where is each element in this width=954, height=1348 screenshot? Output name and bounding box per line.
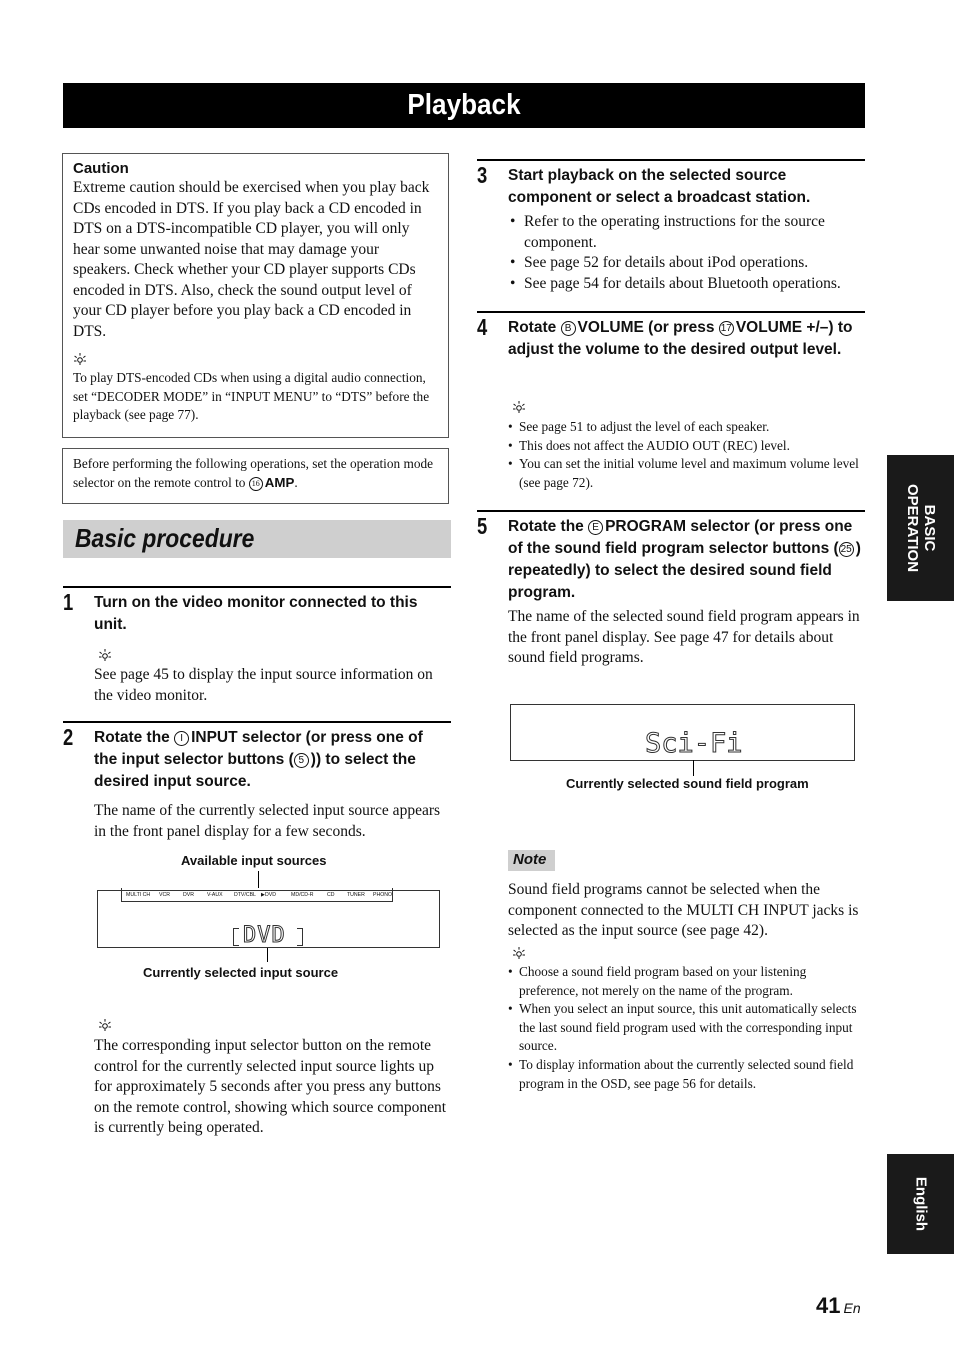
note-label: Note bbox=[513, 851, 547, 868]
step-number: 2 bbox=[63, 724, 74, 750]
step-3-heading: Start playback on the selected source component or select a broadcast station. bbox=[508, 167, 811, 206]
step-5-heading bbox=[508, 516, 865, 604]
page-number-value: 41 bbox=[816, 1293, 841, 1318]
callout-line bbox=[267, 948, 268, 962]
heading-text: ) to adjust the volume to the desired output level. bbox=[508, 319, 853, 358]
step-2-heading bbox=[94, 727, 446, 793]
step-divider bbox=[477, 159, 865, 161]
step-number: 3 bbox=[477, 162, 488, 188]
callout-line bbox=[693, 760, 694, 776]
step-divider bbox=[477, 510, 865, 512]
heading-text: selector (or press one of the input selector buttons ( bbox=[94, 729, 423, 768]
tip-icon bbox=[512, 946, 526, 960]
volume-key-label: VOLUME bbox=[577, 319, 644, 336]
selected-source-caption: Currently selected input source bbox=[143, 965, 339, 980]
source-indicator: VCR bbox=[159, 892, 170, 898]
source-indicator: V-AUX bbox=[207, 892, 223, 898]
step-1-tip: See page 45 to display the input source information on the video monitor. bbox=[94, 666, 433, 704]
control-letter: I bbox=[174, 731, 189, 746]
control-number: 17 bbox=[720, 323, 732, 334]
step-divider bbox=[63, 721, 451, 723]
step-5-body: The name of the selected sound field program appears in the front panel display. See page 47 for details about sound field programs. bbox=[508, 608, 860, 666]
source-indicator: MD/CD-R bbox=[291, 892, 314, 898]
step-4-heading bbox=[508, 317, 865, 361]
section-heading: Basic procedure bbox=[75, 523, 255, 553]
source-indicator: PHONO bbox=[373, 892, 393, 898]
operation-mode-note bbox=[62, 448, 449, 504]
heading-text: (or press bbox=[643, 319, 719, 336]
heading-text: ) repeatedly) to select the desired sound field program. bbox=[508, 540, 861, 601]
caution-heading: Caution bbox=[73, 160, 129, 177]
display-bracket bbox=[297, 928, 303, 946]
page-language-suffix: En bbox=[843, 1300, 861, 1316]
page-title: Playback bbox=[407, 89, 521, 121]
source-indicator: CD bbox=[327, 892, 335, 898]
heading-text: Rotate bbox=[508, 319, 561, 336]
tip-icon bbox=[98, 1018, 112, 1032]
sound-field-readout: Sci-Fi bbox=[645, 728, 743, 759]
list-item: • Choose a sound field program based on your listening preference, not merely on the name of the program. bbox=[508, 963, 865, 1000]
heading-text: Rotate the bbox=[94, 729, 175, 746]
callout-line bbox=[258, 871, 259, 888]
source-indicator: DTV/CBL bbox=[234, 892, 256, 898]
list-item: • See page 54 for details about Bluetooth operations. bbox=[508, 274, 865, 295]
heading-text: Rotate the bbox=[508, 518, 589, 535]
available-sources-caption: Available input sources bbox=[181, 853, 327, 868]
amp-key-label: AMP bbox=[264, 474, 295, 490]
list-item: • See page 51 to adjust the level of each speaker. bbox=[508, 418, 865, 437]
control-number: 25 bbox=[840, 544, 852, 555]
remote-key-number: 16 bbox=[249, 477, 263, 491]
tip-icon bbox=[512, 400, 526, 414]
source-indicator: TUNER bbox=[347, 892, 365, 898]
control-number: 5 bbox=[294, 753, 309, 768]
step-1-heading: Turn on the video monitor connected to this unit. bbox=[94, 594, 418, 633]
source-indicator: MULTI CH bbox=[126, 892, 151, 898]
step-3-bullets bbox=[508, 212, 865, 294]
operation-mode-note-text: Before performing the following operations, set the operation mode selector on the remote control to bbox=[73, 456, 434, 490]
control-letter: E bbox=[588, 520, 603, 535]
step-2-tip: The corresponding input selector button on the remote control for the currently selected input source lights up for approximately 5 seconds after you press any buttons on the remote control, showing which source component is currently being operated. bbox=[94, 1037, 447, 1136]
list-item: • When you select an input source, this unit automatically selects the last sound field program used with the corresponding input source. bbox=[508, 1000, 865, 1056]
volume-button-label: VOLUME +/– bbox=[735, 319, 829, 336]
step-divider bbox=[477, 311, 865, 313]
display-bracket bbox=[233, 928, 239, 946]
list-item: • See page 52 for details about iPod operations. bbox=[508, 253, 865, 274]
step-divider bbox=[63, 586, 451, 588]
control-letter: B bbox=[561, 321, 576, 336]
step-number: 1 bbox=[63, 589, 74, 615]
side-tab-line: OPERATION bbox=[903, 483, 921, 573]
list-item: • Refer to the operating instructions for the source component. bbox=[508, 212, 865, 253]
source-indicator: DVR bbox=[183, 892, 194, 898]
tip-icon bbox=[98, 648, 112, 662]
step-2-body: The name of the currently selected input source appears in the front panel display for a few seconds. bbox=[94, 802, 441, 840]
step-number: 5 bbox=[477, 513, 488, 539]
sound-field-caption: Currently selected sound field program bbox=[566, 776, 809, 791]
input-source-indicators bbox=[121, 888, 393, 902]
note-label-band bbox=[508, 850, 555, 871]
side-tab-line: BASIC bbox=[920, 504, 938, 552]
step-number: 4 bbox=[477, 314, 488, 340]
heading-text: )) to select the desired input source. bbox=[94, 751, 416, 790]
step-4-tips bbox=[508, 418, 865, 492]
input-source-readout: DVD bbox=[243, 923, 286, 948]
note-end: . bbox=[294, 474, 298, 490]
list-item: • To display information about the currently selected sound field program in the OSD, see page 56 for details. bbox=[508, 1056, 865, 1093]
page-title-bar bbox=[63, 83, 865, 128]
side-tab-english bbox=[887, 1154, 954, 1254]
side-tab-basic-operation bbox=[887, 455, 954, 601]
side-tab-label: English bbox=[912, 1176, 929, 1232]
input-key-label: INPUT bbox=[191, 729, 238, 746]
section-heading-band bbox=[63, 520, 451, 558]
program-key-label: PROGRAM bbox=[605, 518, 687, 535]
heading-text: selector (or press one of the sound field program selector buttons ( bbox=[508, 518, 853, 557]
page-number bbox=[816, 1293, 861, 1319]
list-item: • You can set the initial volume level and maximum volume level (see page 72). bbox=[508, 455, 865, 492]
source-indicator: ▶DVD bbox=[261, 892, 276, 898]
tip-icon bbox=[73, 352, 87, 366]
caution-tip: To play DTS-encoded CDs when using a digital audio connection, set “DECODER MODE” in “INPUT MENU” to “DTS” before the playback (see page 77). bbox=[73, 370, 430, 423]
note-body: Sound field programs cannot be selected when the component connected to the MULTI CH INPUT jacks is selected as the input source (see page 42). bbox=[508, 881, 859, 939]
caution-body: Extreme caution should be exercised when you play back CDs encoded in DTS. If you play back a CD encoded in DTS on a DTS-incompatible CD player, you will only hear some unwanted noise that may damage your speakers. Check whether your CD player supports CDs encoded in DTS. Also, check the sound output level of your CD player before you play back a CD encoded in DTS. bbox=[73, 179, 430, 340]
note-tips bbox=[508, 963, 865, 1093]
list-item: • This does not affect the AUDIO OUT (REC) level. bbox=[508, 437, 865, 456]
caution-box bbox=[62, 153, 449, 438]
